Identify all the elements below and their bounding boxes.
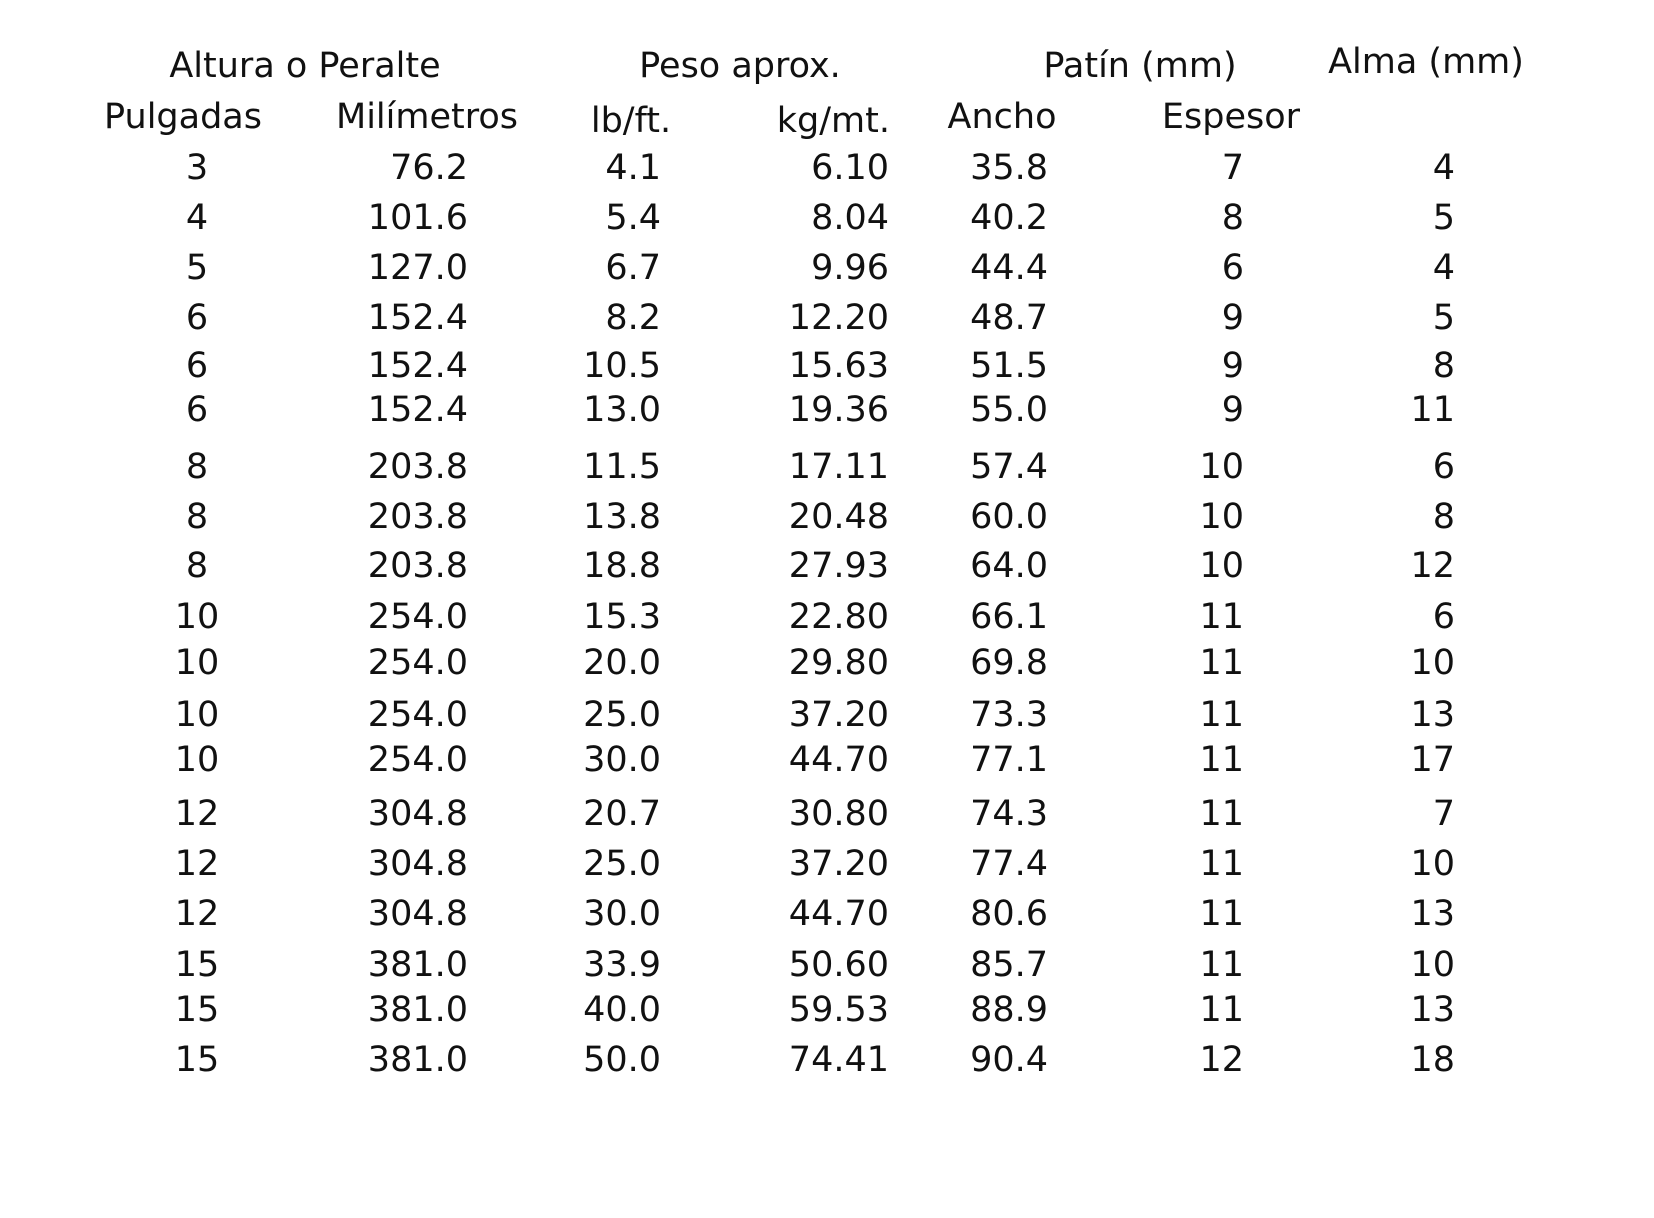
cell-lb-ft: 33.9 [583,945,661,985]
cell-alma: 10 [1410,945,1455,985]
cell-alma: 11 [1410,390,1455,430]
subheader-lb-ft: lb/ft. [590,101,672,141]
cell-ancho: 57.4 [970,447,1048,487]
cell-milimetros: 76.2 [390,148,468,188]
cell-kg-mt: 12.20 [788,298,889,338]
cell-ancho: 51.5 [970,346,1048,386]
cell-pulgadas: 12 [174,794,220,834]
cell-lb-ft: 50.0 [583,1040,661,1080]
cell-espesor: 11 [1199,990,1244,1030]
cell-espesor: 11 [1199,597,1244,637]
cell-pulgadas: 3 [185,148,209,188]
cell-kg-mt: 44.70 [788,740,889,780]
cell-pulgadas: 6 [185,346,209,386]
cell-ancho: 35.8 [970,148,1048,188]
cell-pulgadas: 15 [174,990,220,1030]
cell-milimetros: 152.4 [367,390,468,430]
subheader-espesor: Espesor [1161,97,1301,137]
cell-pulgadas: 10 [174,643,220,683]
cell-pulgadas: 6 [185,390,209,430]
cell-espesor: 9 [1221,390,1244,430]
cell-alma: 8 [1432,497,1455,537]
cell-alma: 13 [1410,695,1455,735]
cell-ancho: 55.0 [970,390,1048,430]
cell-milimetros: 203.8 [367,497,468,537]
cell-alma: 17 [1410,740,1455,780]
cell-alma: 4 [1432,248,1455,288]
cell-milimetros: 304.8 [367,894,468,934]
cell-pulgadas: 12 [174,844,220,884]
cell-kg-mt: 20.48 [788,497,889,537]
cell-milimetros: 381.0 [367,945,468,985]
cell-pulgadas: 12 [174,894,220,934]
cell-kg-mt: 74.41 [788,1040,889,1080]
cell-alma: 5 [1432,198,1455,238]
cell-pulgadas: 5 [185,248,209,288]
cell-espesor: 10 [1199,546,1244,586]
cell-kg-mt: 44.70 [788,894,889,934]
cell-pulgadas: 8 [185,447,209,487]
subheader-milimetros: Milímetros [336,97,518,137]
cell-alma: 13 [1410,894,1455,934]
cell-pulgadas: 10 [174,740,220,780]
cell-espesor: 11 [1199,794,1244,834]
cell-lb-ft: 15.3 [583,597,661,637]
cell-kg-mt: 29.80 [788,643,889,683]
cell-pulgadas: 4 [185,198,209,238]
cell-kg-mt: 59.53 [788,990,889,1030]
cell-milimetros: 254.0 [367,695,468,735]
cell-espesor: 11 [1199,844,1244,884]
cell-milimetros: 101.6 [367,198,468,238]
cell-espesor: 10 [1199,497,1244,537]
cell-milimetros: 254.0 [367,597,468,637]
cell-milimetros: 304.8 [367,844,468,884]
cell-lb-ft: 11.5 [583,447,661,487]
cell-alma: 8 [1432,346,1455,386]
cell-lb-ft: 25.0 [583,844,661,884]
cell-milimetros: 254.0 [367,740,468,780]
cell-ancho: 64.0 [970,546,1048,586]
subheader-pulgadas: Pulgadas [104,97,262,137]
cell-espesor: 11 [1199,643,1244,683]
cell-kg-mt: 37.20 [788,844,889,884]
cell-espesor: 7 [1221,148,1244,188]
cell-ancho: 73.3 [970,695,1048,735]
cell-espesor: 8 [1221,198,1244,238]
cell-ancho: 66.1 [970,597,1048,637]
cell-lb-ft: 20.7 [583,794,661,834]
header-peso-aprox: Peso aprox. [639,46,841,86]
cell-ancho: 44.4 [970,248,1048,288]
cell-lb-ft: 18.8 [583,546,661,586]
cell-kg-mt: 22.80 [788,597,889,637]
cell-pulgadas: 10 [174,695,220,735]
header-patin: Patín (mm) [1043,46,1237,86]
cell-espesor: 9 [1221,346,1244,386]
cell-milimetros: 254.0 [367,643,468,683]
cell-kg-mt: 17.11 [788,447,889,487]
cell-kg-mt: 9.96 [811,248,889,288]
cell-ancho: 77.1 [970,740,1048,780]
cell-pulgadas: 8 [185,497,209,537]
cell-espesor: 11 [1199,894,1244,934]
cell-ancho: 88.9 [970,990,1048,1030]
cell-alma: 5 [1432,298,1455,338]
header-alma: Alma (mm) [1328,42,1524,82]
header-altura-o-peralte: Altura o Peralte [169,46,441,86]
cell-alma: 6 [1432,597,1455,637]
cell-ancho: 80.6 [970,894,1048,934]
cell-espesor: 11 [1199,740,1244,780]
cell-ancho: 74.3 [970,794,1048,834]
cell-ancho: 77.4 [970,844,1048,884]
cell-lb-ft: 4.1 [605,148,661,188]
cell-ancho: 40.2 [970,198,1048,238]
cell-lb-ft: 10.5 [583,346,661,386]
cell-pulgadas: 10 [174,597,220,637]
cell-lb-ft: 13.0 [583,390,661,430]
cell-kg-mt: 15.63 [788,346,889,386]
cell-milimetros: 381.0 [367,1040,468,1080]
cell-lb-ft: 8.2 [605,298,661,338]
cell-lb-ft: 5.4 [605,198,661,238]
cell-espesor: 10 [1199,447,1244,487]
cell-pulgadas: 15 [174,1040,220,1080]
cell-milimetros: 304.8 [367,794,468,834]
cell-ancho: 60.0 [970,497,1048,537]
cell-milimetros: 127.0 [367,248,468,288]
cell-lb-ft: 13.8 [583,497,661,537]
cell-kg-mt: 19.36 [788,390,889,430]
subheader-ancho: Ancho [947,97,1057,137]
cell-lb-ft: 6.7 [605,248,661,288]
cell-milimetros: 203.8 [367,546,468,586]
cell-alma: 6 [1432,447,1455,487]
cell-milimetros: 152.4 [367,298,468,338]
cell-kg-mt: 27.93 [788,546,889,586]
cell-milimetros: 381.0 [367,990,468,1030]
cell-alma: 10 [1410,844,1455,884]
cell-espesor: 9 [1221,298,1244,338]
cell-alma: 7 [1432,794,1455,834]
cell-alma: 4 [1432,148,1455,188]
cell-alma: 12 [1410,546,1455,586]
cell-kg-mt: 37.20 [788,695,889,735]
cell-pulgadas: 15 [174,945,220,985]
cell-kg-mt: 8.04 [811,198,889,238]
cell-ancho: 48.7 [970,298,1048,338]
cell-ancho: 85.7 [970,945,1048,985]
cell-kg-mt: 6.10 [811,148,889,188]
cell-lb-ft: 30.0 [583,894,661,934]
cell-espesor: 6 [1221,248,1244,288]
cell-milimetros: 152.4 [367,346,468,386]
cell-pulgadas: 8 [185,546,209,586]
cell-pulgadas: 6 [185,298,209,338]
cell-kg-mt: 50.60 [788,945,889,985]
cell-alma: 10 [1410,643,1455,683]
cell-alma: 13 [1410,990,1455,1030]
subheader-kg-mt: kg/mt. [776,101,890,141]
cell-lb-ft: 30.0 [583,740,661,780]
cell-milimetros: 203.8 [367,447,468,487]
cell-lb-ft: 40.0 [583,990,661,1030]
cell-lb-ft: 25.0 [583,695,661,735]
cell-espesor: 11 [1199,695,1244,735]
cell-alma: 18 [1410,1040,1455,1080]
cell-ancho: 69.8 [970,643,1048,683]
cell-kg-mt: 30.80 [788,794,889,834]
cell-espesor: 12 [1199,1040,1244,1080]
cell-ancho: 90.4 [970,1040,1048,1080]
cell-espesor: 11 [1199,945,1244,985]
cell-lb-ft: 20.0 [583,643,661,683]
